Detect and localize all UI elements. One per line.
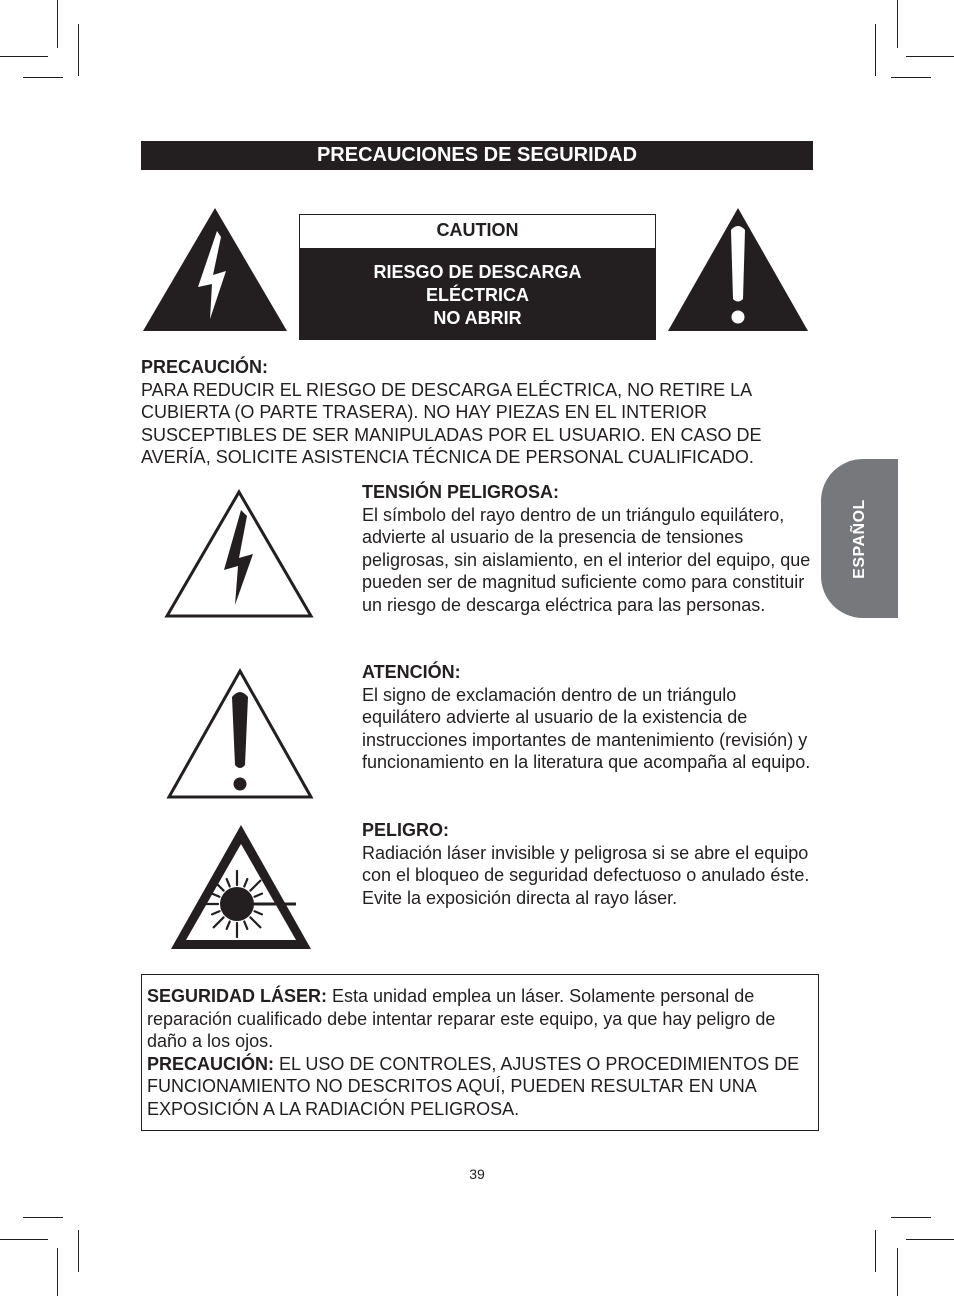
caution-line: RIESGO DE DESCARGA <box>373 262 582 282</box>
caution-line: NO ABRIR <box>433 308 522 328</box>
precaution-heading: PRECAUCIÓN: <box>141 357 269 377</box>
laser-safety-text: Esta unidad emplea un láser. Solamente personal de reparación cualificado debe intentar reparar este equipo, ya que hay peligro de daño a los ojos. <box>147 986 776 1051</box>
crop-mark <box>906 1239 954 1240</box>
caution-line: ELÉCTRICA <box>426 285 529 305</box>
crop-mark <box>23 1217 63 1218</box>
crop-mark <box>875 24 876 76</box>
crop-mark <box>875 1230 876 1272</box>
symbol-text: Radiación láser invisible y peligrosa si se abre el equipo con el bloqueo de seguridad defectuoso o anulado éste. Evite la exposición directa al rayo láser. <box>362 842 810 908</box>
caution-label <box>299 214 656 340</box>
precaution-text: PARA REDUCIR EL RIESGO DE DESCARGA ELÉCTRICA, NO RETIRE LA CUBIERTA (O PARTE TRASERA). NO HAY PIEZAS EN EL INTERIOR SUSCEPTIBLES DE SER MANIPULADAS POR EL USUARIO. EN CASO DE AVERÍA, SOLICITE ASISTENCIA TÉCNICA DE PERSONAL CUALIFICADO. <box>141 379 762 467</box>
crop-mark <box>891 1217 931 1218</box>
symbol-heading: ATENCIÓN: <box>362 662 461 682</box>
laser-caution-text: EL USO DE CONTROLES, AJUSTES O PROCEDIMIENTOS DE FUNCIONAMIENTO NO DESCRITOS AQUÍ, PUEDEN RESULTAR EN UNA EXPOSICIÓN A LA RADIACIÓN PELIGROSA. <box>147 1053 800 1119</box>
symbol-text: El signo de exclamación dentro de un triángulo equilátero advierte al usuario de la existencia de instrucciones importantes de mantenimiento (revisión) y funcionamiento en la literatura que acompaña al equipo. <box>362 684 811 772</box>
crop-mark <box>23 77 63 78</box>
lightning-triangle-icon <box>163 488 315 620</box>
language-tab <box>821 459 898 618</box>
laser-caution-heading: PRECAUCIÓN: <box>147 1053 280 1074</box>
exclamation-triangle-icon <box>165 667 315 801</box>
laser-safety-box <box>141 974 819 1131</box>
crop-mark <box>78 1230 79 1272</box>
language-tab-label: ESPAÑOL <box>850 498 868 579</box>
symbol-explanation <box>362 661 814 774</box>
crop-mark <box>78 24 79 76</box>
crop-mark <box>57 0 58 48</box>
laser-triangle-icon <box>168 822 314 952</box>
symbol-heading: TENSIÓN PELIGROSA: <box>362 482 560 502</box>
crop-mark <box>891 77 931 78</box>
caution-header: CAUTION <box>436 220 519 240</box>
symbol-explanation <box>362 481 812 616</box>
crop-mark <box>906 56 954 57</box>
symbol-explanation <box>362 819 814 909</box>
caution-warning <box>299 248 656 340</box>
laser-safety-heading: SEGURIDAD LÁSER: <box>147 986 333 1006</box>
section-title: PRECAUCIONES DE SEGURIDAD <box>141 141 813 170</box>
symbol-heading: PELIGRO: <box>362 820 450 840</box>
precaution-notice <box>141 356 821 469</box>
crop-mark <box>0 1239 48 1240</box>
crop-mark <box>897 0 898 48</box>
lightning-triangle-icon <box>140 204 290 334</box>
crop-mark <box>57 1248 58 1296</box>
exclamation-triangle-icon <box>665 204 811 334</box>
crop-mark <box>897 1248 898 1296</box>
page-number: 39 <box>469 1166 485 1182</box>
crop-mark <box>0 56 48 57</box>
symbol-text: El símbolo del rayo dentro de un triángulo equilátero, advierte al usuario de la presencia de tensiones peligrosas, sin aislamiento, en el interior del equipo, que pueden ser de magnitud suficiente como para constituir un riesgo de descarga eléctrica para las personas. <box>362 504 811 615</box>
